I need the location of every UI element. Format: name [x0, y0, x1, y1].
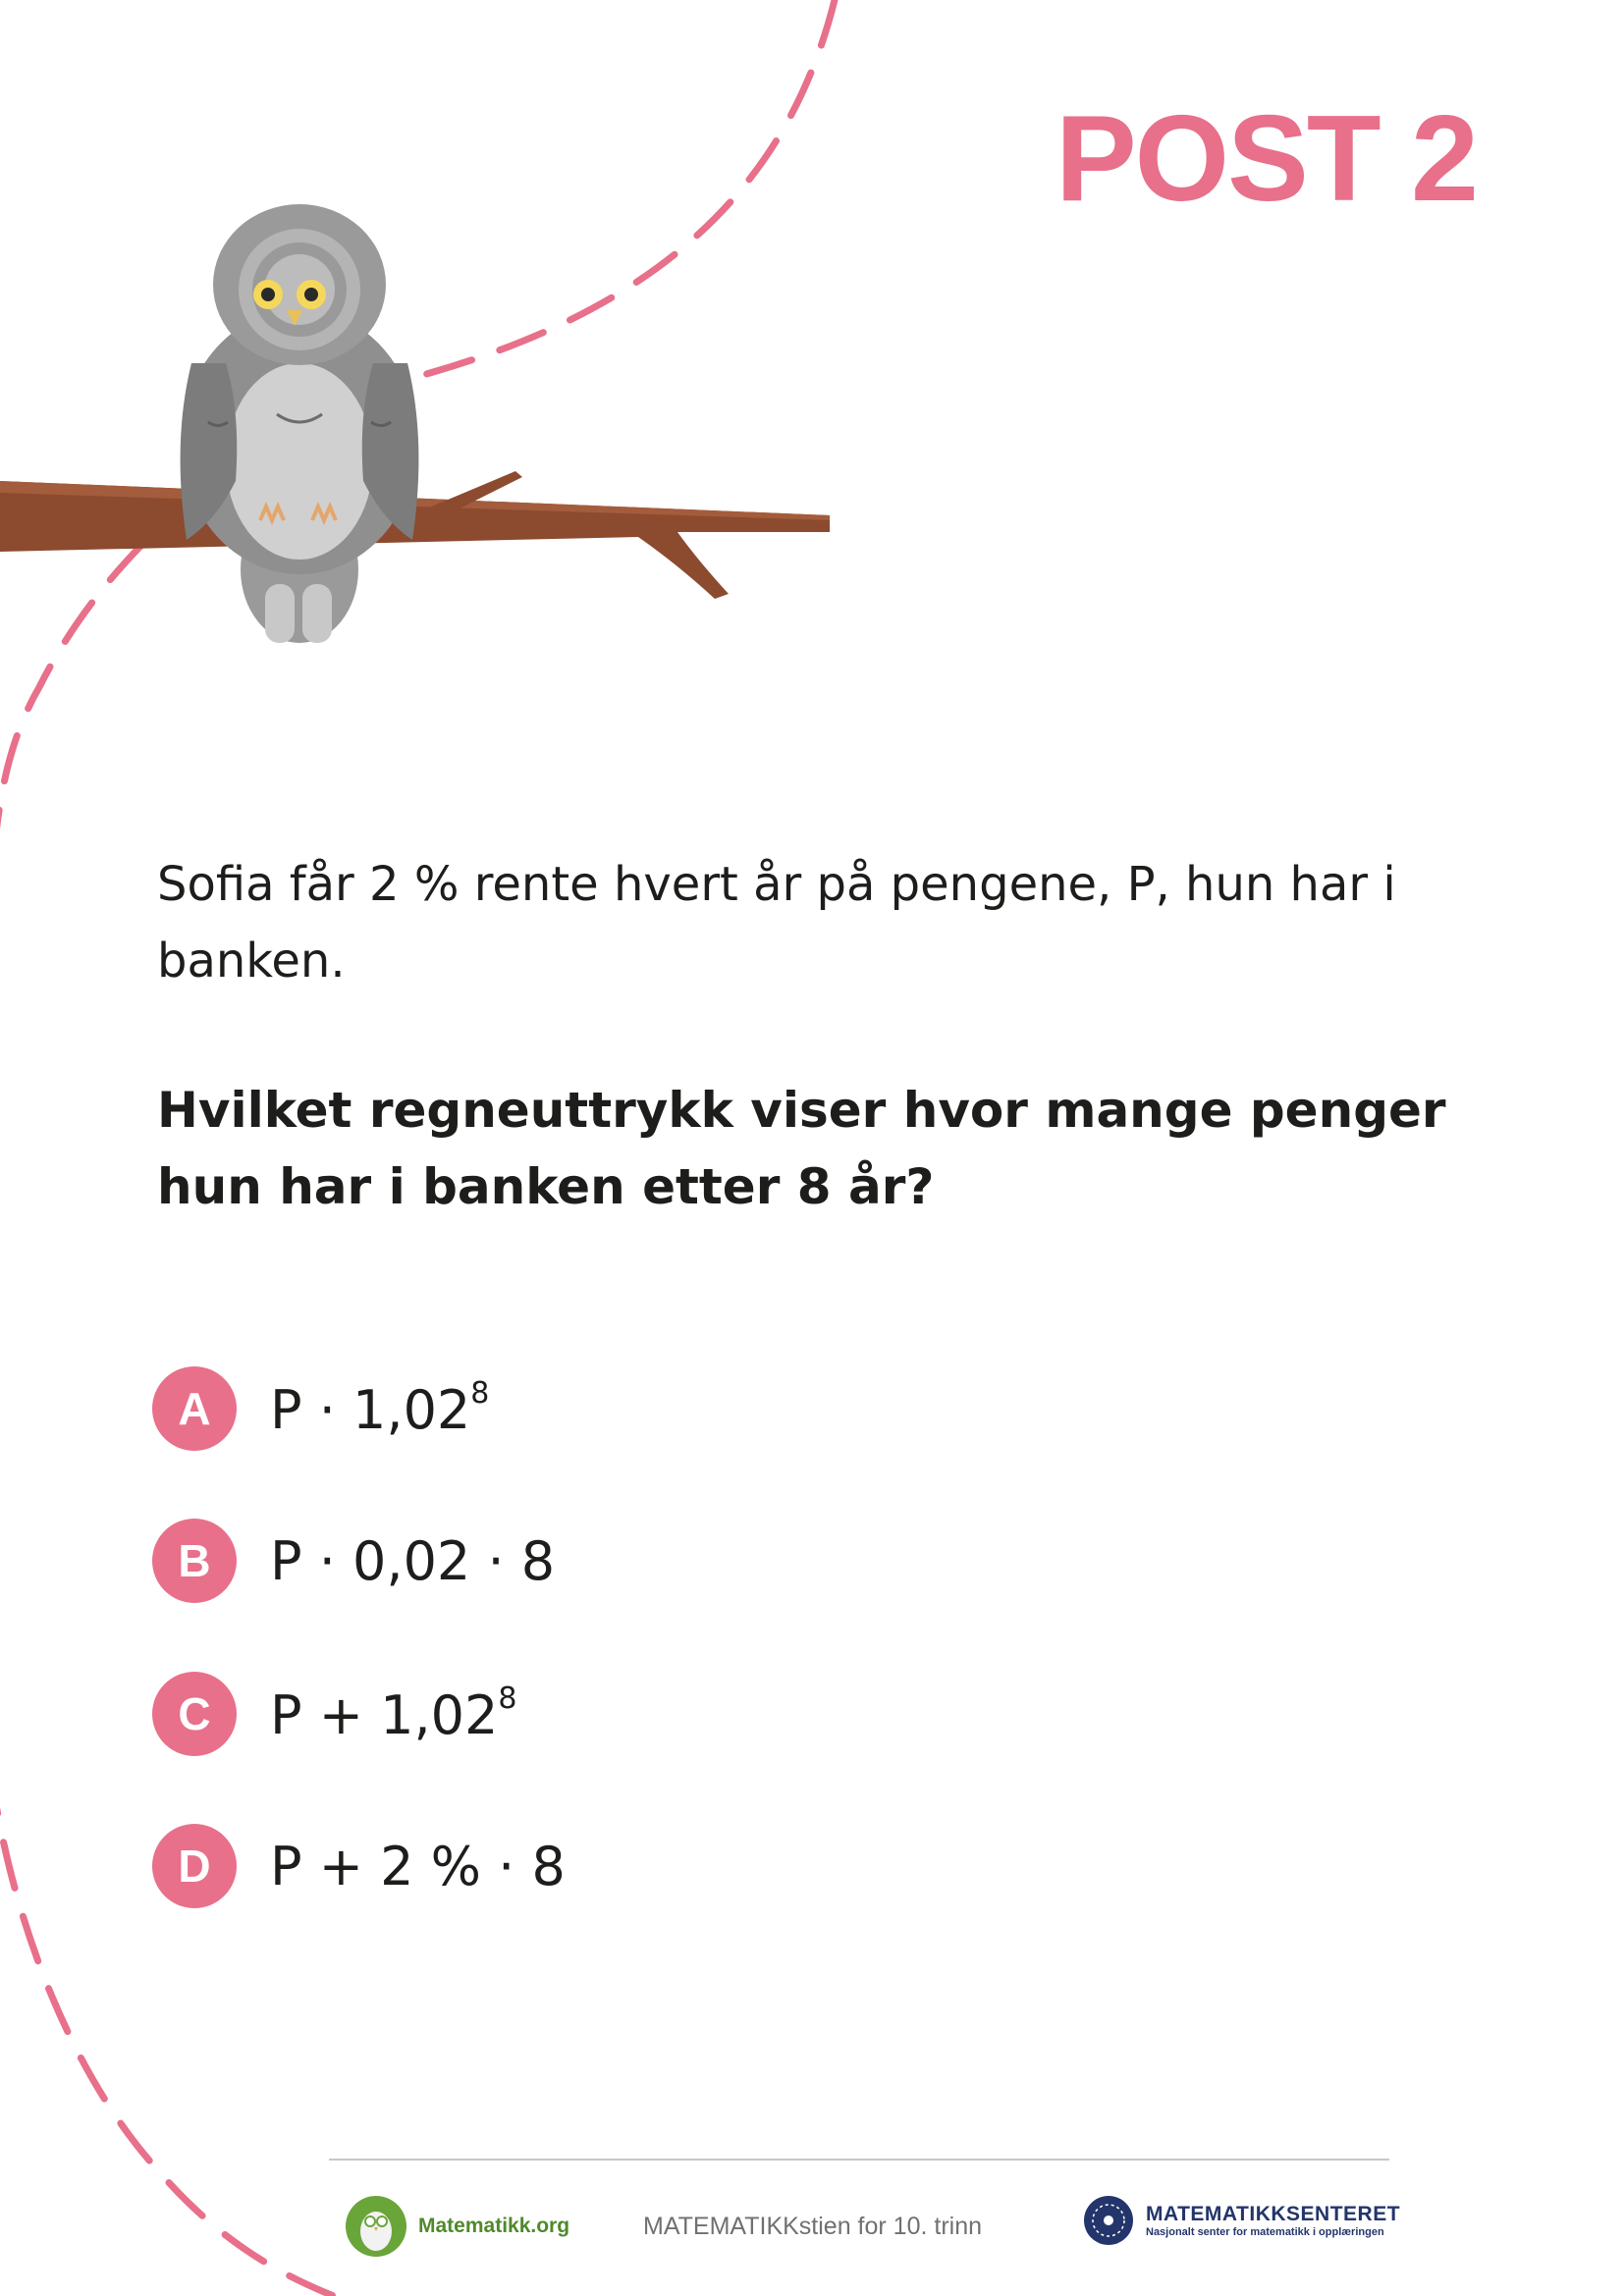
option-exponent: 8 [470, 1376, 490, 1411]
logo-left-text: Matematikk.org [418, 2215, 570, 2237]
option-letter-badge: B [152, 1519, 237, 1603]
option-base: P · 1,02 [270, 1379, 471, 1441]
matematikk-org-logo[interactable] [344, 2194, 569, 2259]
logo-right-subtitle: Nasjonalt senter for matematikk i opplæringen [1146, 2226, 1384, 2238]
matematikksenteret-logo[interactable] [1083, 2195, 1400, 2246]
option-letter-badge: D [152, 1824, 237, 1908]
footer-divider [329, 2159, 1389, 2161]
option-expression [270, 1682, 516, 1746]
option-expression [270, 1836, 566, 1897]
owl-logo-icon [344, 2194, 408, 2259]
option-base: P + 2 % · 8 [270, 1835, 566, 1897]
option-letter-badge: A [152, 1366, 237, 1451]
option-base: P + 1,02 [270, 1684, 499, 1746]
option-d[interactable] [152, 1822, 566, 1910]
owl-illustration [0, 187, 844, 667]
matematikksenteret-logo-icon [1083, 2195, 1134, 2246]
option-letter-badge: C [152, 1672, 237, 1756]
footer-caption: MATEMATIKKstien for 10. trinn [643, 2213, 983, 2240]
option-expression [270, 1530, 555, 1592]
question-text: Hvilket regneuttrykk viser hvor mange penger hun har i banken etter 8 år? [157, 1082, 1446, 1215]
logo-right-texts [1146, 2203, 1400, 2238]
option-base: P · 0,02 · 8 [270, 1529, 556, 1592]
footer [0, 2189, 1624, 2268]
logo-right-title: MATEMATIKKSENTERET [1146, 2203, 1401, 2225]
option-b[interactable] [152, 1517, 555, 1605]
option-a[interactable] [152, 1364, 489, 1453]
intro-text: Sofia får 2 % rente hvert år på pengene, P, hun har i banken. [157, 857, 1396, 988]
page-title: POST 2 [1055, 91, 1477, 227]
option-expression [270, 1376, 489, 1441]
option-c[interactable] [152, 1670, 516, 1758]
option-exponent: 8 [498, 1682, 517, 1716]
owl-body [181, 204, 419, 643]
